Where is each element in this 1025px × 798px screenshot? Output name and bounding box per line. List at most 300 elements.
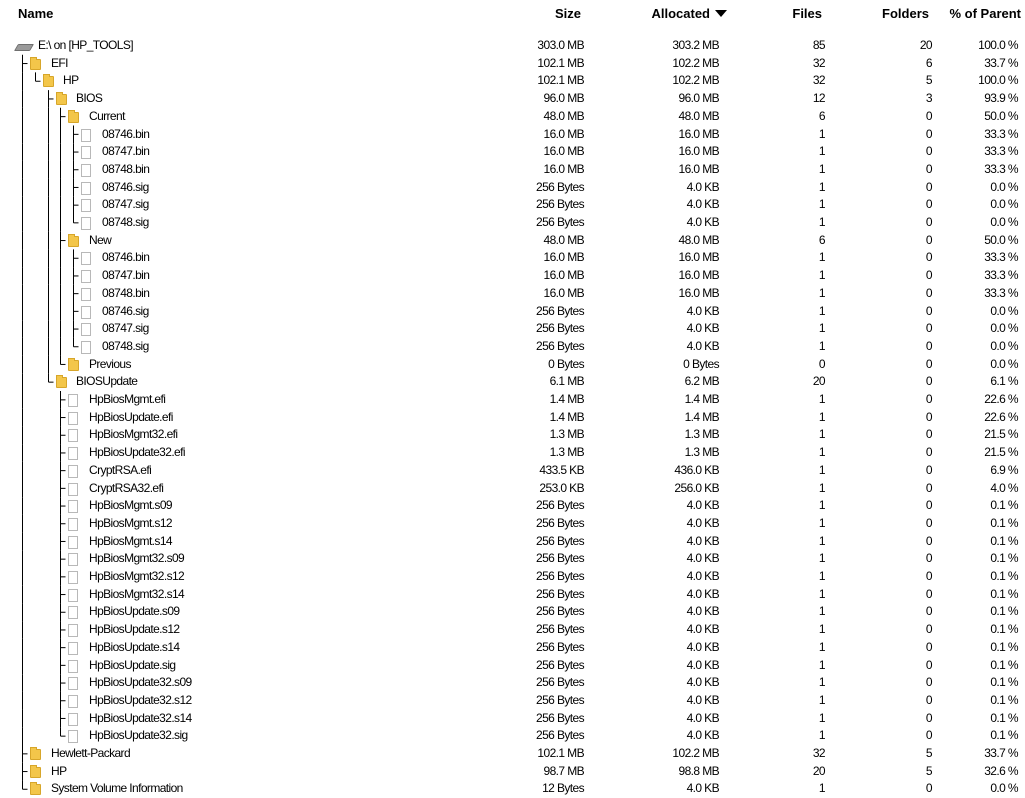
column-header-files[interactable] xyxy=(792,6,822,21)
file-row[interactable] xyxy=(0,179,1025,197)
row-allocated: 303.2 MB xyxy=(672,38,719,52)
file-icon xyxy=(81,252,91,265)
folder-row[interactable] xyxy=(0,72,1025,90)
row-folders: 0 xyxy=(925,604,932,619)
row-folders: 0 xyxy=(925,197,932,212)
file-row[interactable] xyxy=(0,727,1025,745)
file-icon xyxy=(81,199,91,212)
row-folders: 0 xyxy=(925,232,932,247)
row-files: 1 xyxy=(818,692,825,707)
drive-icon xyxy=(14,44,34,51)
row-files: 20 xyxy=(812,763,825,778)
folder-row[interactable] xyxy=(0,356,1025,374)
row-size: 256 Bytes xyxy=(536,569,584,583)
folder-icon xyxy=(68,112,79,123)
row-allocated: 4.0 KB xyxy=(686,622,719,637)
file-row[interactable] xyxy=(0,586,1025,604)
row-allocated: 1.4 MB xyxy=(684,392,719,406)
file-row[interactable] xyxy=(0,657,1025,675)
column-header-size[interactable] xyxy=(555,6,581,21)
row-folders: 0 xyxy=(925,427,932,442)
row-name: Hewlett-Packard xyxy=(51,746,131,760)
row-name: HpBiosUpdate32.s09 xyxy=(89,675,192,690)
column-header-size-label: Size xyxy=(554,6,581,21)
file-icon xyxy=(68,589,78,602)
row-folders: 0 xyxy=(925,126,932,141)
row-name: HpBiosUpdate32.sig xyxy=(89,728,188,743)
row-name: 08748.bin xyxy=(102,161,150,176)
row-allocated: 16.0 MB xyxy=(678,250,719,265)
row-files: 1 xyxy=(818,728,825,743)
row-files: 1 xyxy=(818,250,825,265)
row-files: 32 xyxy=(812,73,825,88)
row-percent: 33.3 % xyxy=(984,285,1018,300)
row-folders: 0 xyxy=(925,462,932,477)
folder-row[interactable] xyxy=(0,232,1025,250)
file-icon xyxy=(81,270,91,283)
row-folders: 0 xyxy=(925,144,932,159)
row-files: 32 xyxy=(812,55,825,70)
row-folders: 0 xyxy=(925,179,932,194)
row-percent: 0.1 % xyxy=(990,551,1018,566)
folder-icon xyxy=(56,94,67,105)
row-size: 256 Bytes xyxy=(536,338,584,353)
file-icon xyxy=(68,571,78,584)
row-allocated: 48.0 MB xyxy=(678,108,719,123)
row-files: 1 xyxy=(818,462,825,477)
row-folders: 0 xyxy=(925,215,932,229)
row-size: 102.1 MB xyxy=(537,73,584,88)
folder-icon xyxy=(30,784,41,795)
row-folders: 0 xyxy=(925,338,932,353)
folder-row[interactable] xyxy=(0,763,1025,781)
row-name: HpBiosUpdate.s14 xyxy=(89,639,180,654)
file-icon xyxy=(81,182,91,195)
row-allocated: 4.0 KB xyxy=(686,551,719,566)
row-files: 0 xyxy=(818,356,825,371)
row-name: HpBiosMgmt.s14 xyxy=(89,533,172,548)
drive-row[interactable] xyxy=(0,37,1025,55)
file-row[interactable] xyxy=(0,444,1025,462)
row-files: 20 xyxy=(812,374,825,389)
row-name: HpBiosUpdate32.s12 xyxy=(89,692,192,707)
file-row[interactable] xyxy=(0,214,1025,232)
file-icon xyxy=(68,677,78,690)
row-files: 1 xyxy=(818,533,825,548)
row-name: HpBiosUpdate.s09 xyxy=(89,604,180,619)
row-size: 98.7 MB xyxy=(543,763,584,778)
row-allocated: 4.0 KB xyxy=(686,692,719,707)
row-files: 1 xyxy=(818,303,825,318)
row-allocated: 16.0 MB xyxy=(678,144,719,159)
file-icon xyxy=(68,695,78,708)
row-files: 32 xyxy=(812,746,825,760)
column-header-allocated-label: Allocated xyxy=(651,6,710,21)
row-percent: 0.1 % xyxy=(990,639,1018,654)
row-percent: 6.1 % xyxy=(990,374,1018,389)
row-size: 256 Bytes xyxy=(536,728,584,743)
row-percent: 0.1 % xyxy=(990,569,1018,583)
row-folders: 0 xyxy=(925,551,932,566)
row-files: 1 xyxy=(818,551,825,566)
row-percent: 33.3 % xyxy=(984,144,1018,159)
folder-icon xyxy=(43,76,54,87)
row-folders: 0 xyxy=(925,498,932,513)
row-files: 1 xyxy=(818,338,825,353)
file-row[interactable] xyxy=(0,639,1025,657)
file-row[interactable] xyxy=(0,710,1025,728)
file-icon xyxy=(68,536,78,549)
row-files: 1 xyxy=(818,710,825,725)
file-row[interactable] xyxy=(0,515,1025,533)
row-allocated: 48.0 MB xyxy=(678,232,719,247)
file-icon xyxy=(68,447,78,460)
row-allocated: 102.2 MB xyxy=(672,73,719,88)
row-folders: 0 xyxy=(925,569,932,583)
folder-row[interactable] xyxy=(0,108,1025,126)
column-header-folders[interactable] xyxy=(882,6,929,21)
file-icon xyxy=(68,642,78,655)
row-files: 1 xyxy=(818,675,825,690)
row-folders: 0 xyxy=(925,303,932,318)
row-allocated: 4.0 KB xyxy=(686,710,719,725)
row-folders: 5 xyxy=(925,763,932,778)
row-percent: 0.1 % xyxy=(990,692,1018,707)
row-folders: 0 xyxy=(925,586,932,601)
row-size: 256 Bytes xyxy=(536,551,584,566)
row-folders: 0 xyxy=(925,515,932,530)
row-percent: 33.7 % xyxy=(984,746,1018,760)
folder-row[interactable] xyxy=(0,745,1025,763)
file-row[interactable] xyxy=(0,161,1025,179)
row-percent: 0.0 % xyxy=(990,197,1018,212)
row-allocated: 4.0 KB xyxy=(686,781,719,796)
row-allocated: 4.0 KB xyxy=(686,515,719,530)
file-icon xyxy=(81,129,91,142)
file-icon xyxy=(68,730,78,743)
row-files: 1 xyxy=(818,126,825,141)
row-folders: 20 xyxy=(919,38,932,52)
row-allocated: 4.0 KB xyxy=(686,569,719,583)
row-size: 102.1 MB xyxy=(537,55,584,70)
row-size: 1.3 MB xyxy=(549,427,584,442)
column-header-bar xyxy=(0,0,1025,28)
file-row[interactable] xyxy=(0,426,1025,444)
file-row[interactable] xyxy=(0,550,1025,568)
row-size: 256 Bytes xyxy=(536,533,584,548)
row-name: CryptRSA.efi xyxy=(89,462,152,477)
file-icon xyxy=(68,412,78,425)
file-icon xyxy=(81,341,91,354)
file-row[interactable] xyxy=(0,267,1025,285)
row-size: 256 Bytes xyxy=(536,498,584,513)
folder-icon xyxy=(30,767,41,778)
row-name: CryptRSA32.efi xyxy=(89,480,164,495)
file-row[interactable] xyxy=(0,674,1025,692)
row-percent: 50.0 % xyxy=(984,108,1018,123)
row-percent: 33.3 % xyxy=(984,161,1018,176)
row-folders: 0 xyxy=(925,356,932,371)
row-percent: 22.6 % xyxy=(984,392,1018,406)
row-size: 12 Bytes xyxy=(542,781,584,796)
file-row[interactable] xyxy=(0,249,1025,267)
file-row[interactable] xyxy=(0,568,1025,586)
row-size: 256 Bytes xyxy=(536,657,584,672)
row-files: 1 xyxy=(818,639,825,654)
row-files: 1 xyxy=(818,268,825,283)
row-name: 08746.sig xyxy=(102,303,149,318)
folder-row[interactable] xyxy=(0,780,1025,798)
file-row[interactable] xyxy=(0,285,1025,303)
row-allocated: 4.0 KB xyxy=(686,639,719,654)
column-header-percent-label: % of Parent xyxy=(949,6,1021,21)
column-header-files-label: Files xyxy=(792,6,822,21)
row-name: HpBiosUpdate.efi xyxy=(89,409,173,424)
folder-icon xyxy=(56,377,67,388)
row-allocated: 4.0 KB xyxy=(686,728,719,743)
row-allocated: 1.4 MB xyxy=(684,409,719,424)
row-name: HpBiosMgmt32.s12 xyxy=(89,569,185,583)
row-name: 08747.sig xyxy=(102,321,149,336)
row-size: 433.5 KB xyxy=(539,462,584,477)
file-icon xyxy=(68,465,78,478)
row-folders: 0 xyxy=(925,321,932,336)
row-name: 08747.bin xyxy=(102,268,150,283)
row-allocated: 436.0 KB xyxy=(674,462,719,477)
column-header-folders-label: Folders xyxy=(882,6,929,21)
row-allocated: 4.0 KB xyxy=(686,215,719,229)
row-size: 16.0 MB xyxy=(543,268,584,283)
row-files: 1 xyxy=(818,445,825,460)
row-allocated: 4.0 KB xyxy=(686,338,719,353)
row-files: 1 xyxy=(818,604,825,619)
file-row[interactable] xyxy=(0,533,1025,551)
row-allocated: 4.0 KB xyxy=(686,533,719,548)
row-allocated: 6.2 MB xyxy=(684,374,719,389)
row-folders: 0 xyxy=(925,285,932,300)
row-name: New xyxy=(89,232,112,247)
row-name: HpBiosMgmt32.s14 xyxy=(89,586,185,601)
row-name: HpBiosMgmt32.efi xyxy=(89,427,178,442)
row-percent: 93.9 % xyxy=(984,91,1018,106)
file-icon xyxy=(68,624,78,637)
row-files: 6 xyxy=(818,108,825,123)
row-files: 85 xyxy=(812,38,825,52)
row-name: E:\ on [HP_TOOLS] xyxy=(38,38,133,52)
row-folders: 0 xyxy=(925,108,932,123)
file-row[interactable] xyxy=(0,303,1025,321)
row-name: 08748.sig xyxy=(102,338,149,353)
row-allocated: 96.0 MB xyxy=(678,91,719,106)
row-size: 48.0 MB xyxy=(543,232,584,247)
column-header-allocated[interactable] xyxy=(651,6,727,21)
row-size: 1.4 MB xyxy=(549,392,584,406)
row-allocated: 1.3 MB xyxy=(684,445,719,460)
file-row[interactable] xyxy=(0,621,1025,639)
row-size: 256 Bytes xyxy=(536,179,584,194)
row-percent: 33.3 % xyxy=(984,268,1018,283)
row-folders: 5 xyxy=(925,746,932,760)
folder-row[interactable] xyxy=(0,90,1025,108)
file-row[interactable] xyxy=(0,409,1025,427)
row-size: 48.0 MB xyxy=(543,108,584,123)
row-percent: 0.1 % xyxy=(990,586,1018,601)
row-allocated: 4.0 KB xyxy=(686,321,719,336)
row-files: 1 xyxy=(818,179,825,194)
folder-icon xyxy=(68,360,79,371)
row-size: 256 Bytes xyxy=(536,639,584,654)
row-allocated: 4.0 KB xyxy=(686,675,719,690)
row-name: HpBiosUpdate32.s14 xyxy=(89,710,192,725)
folder-icon xyxy=(30,59,41,70)
row-files: 1 xyxy=(818,515,825,530)
row-size: 16.0 MB xyxy=(543,250,584,265)
row-percent: 0.1 % xyxy=(990,728,1018,743)
row-folders: 0 xyxy=(925,392,932,406)
row-name: 08748.bin xyxy=(102,285,150,300)
row-size: 256 Bytes xyxy=(536,515,584,530)
file-row[interactable] xyxy=(0,603,1025,621)
row-name: 08746.sig xyxy=(102,179,149,194)
row-name: System Volume Information xyxy=(51,781,183,796)
file-row[interactable] xyxy=(0,126,1025,144)
file-icon xyxy=(68,500,78,513)
row-folders: 0 xyxy=(925,657,932,672)
folder-icon xyxy=(68,236,79,247)
row-folders: 0 xyxy=(925,622,932,637)
row-name: HpBiosUpdate32.efi xyxy=(89,445,185,460)
row-files: 1 xyxy=(818,161,825,176)
row-name: HpBiosUpdate.s12 xyxy=(89,622,180,637)
file-row[interactable] xyxy=(0,143,1025,161)
row-size: 96.0 MB xyxy=(543,91,584,106)
folder-row[interactable] xyxy=(0,373,1025,391)
row-name: BIOSUpdate xyxy=(76,374,138,389)
row-files: 1 xyxy=(818,781,825,796)
row-size: 16.0 MB xyxy=(543,161,584,176)
file-row[interactable] xyxy=(0,497,1025,515)
row-percent: 21.5 % xyxy=(984,427,1018,442)
file-row[interactable] xyxy=(0,196,1025,214)
row-name: 08746.bin xyxy=(102,126,150,141)
file-row[interactable] xyxy=(0,692,1025,710)
row-folders: 0 xyxy=(925,445,932,460)
row-percent: 32.6 % xyxy=(984,763,1018,778)
row-allocated: 4.0 KB xyxy=(686,586,719,601)
row-percent: 0.0 % xyxy=(990,215,1018,229)
file-row[interactable] xyxy=(0,391,1025,409)
file-icon xyxy=(68,483,78,496)
row-folders: 0 xyxy=(925,781,932,796)
row-folders: 0 xyxy=(925,728,932,743)
row-size: 0 Bytes xyxy=(548,356,584,371)
row-files: 1 xyxy=(818,215,825,229)
row-name: HpBiosMgmt.s09 xyxy=(89,498,172,513)
file-row[interactable] xyxy=(0,462,1025,480)
row-folders: 6 xyxy=(925,55,932,70)
file-icon xyxy=(81,306,91,319)
row-name: 08746.bin xyxy=(102,250,150,265)
row-name: EFI xyxy=(51,55,68,70)
row-name: HpBiosUpdate.sig xyxy=(89,657,176,672)
row-percent: 0.0 % xyxy=(990,321,1018,336)
row-name: BIOS xyxy=(76,91,103,106)
file-icon xyxy=(81,288,91,301)
row-percent: 0.1 % xyxy=(990,675,1018,690)
row-percent: 21.5 % xyxy=(984,445,1018,460)
file-row[interactable] xyxy=(0,480,1025,498)
row-name: HP xyxy=(51,763,67,778)
row-percent: 33.3 % xyxy=(984,126,1018,141)
file-row[interactable] xyxy=(0,320,1025,338)
row-folders: 0 xyxy=(925,710,932,725)
row-files: 1 xyxy=(818,285,825,300)
row-percent: 0.0 % xyxy=(990,338,1018,353)
row-folders: 0 xyxy=(925,480,932,495)
row-percent: 0.1 % xyxy=(990,604,1018,619)
row-allocated: 4.0 KB xyxy=(686,657,719,672)
row-size: 16.0 MB xyxy=(543,285,584,300)
file-icon xyxy=(81,164,91,177)
column-header-percent[interactable] xyxy=(949,6,1021,21)
file-icon xyxy=(68,518,78,531)
row-allocated: 16.0 MB xyxy=(678,126,719,141)
row-percent: 6.9 % xyxy=(990,462,1018,477)
file-icon xyxy=(81,323,91,336)
row-files: 12 xyxy=(812,91,825,106)
row-percent: 0.0 % xyxy=(990,179,1018,194)
row-percent: 0.1 % xyxy=(990,657,1018,672)
row-folders: 0 xyxy=(925,268,932,283)
row-allocated: 98.8 MB xyxy=(678,763,719,778)
row-size: 256 Bytes xyxy=(536,215,584,229)
column-header-name[interactable] xyxy=(18,6,53,21)
row-files: 1 xyxy=(818,144,825,159)
file-icon xyxy=(68,429,78,442)
row-percent: 4.0 % xyxy=(990,480,1018,495)
file-icon xyxy=(68,606,78,619)
row-allocated: 4.0 KB xyxy=(686,197,719,212)
row-percent: 0.1 % xyxy=(990,498,1018,513)
row-folders: 0 xyxy=(925,374,932,389)
row-percent: 100.0 % xyxy=(978,73,1018,88)
row-percent: 0.0 % xyxy=(990,303,1018,318)
row-name: 08747.sig xyxy=(102,197,149,212)
row-folders: 0 xyxy=(925,692,932,707)
file-row[interactable] xyxy=(0,338,1025,356)
row-size: 16.0 MB xyxy=(543,144,584,159)
file-icon xyxy=(81,217,91,230)
row-folders: 3 xyxy=(925,91,932,106)
row-allocated: 4.0 KB xyxy=(686,604,719,619)
row-name: 08748.sig xyxy=(102,215,149,229)
row-allocated: 1.3 MB xyxy=(684,427,719,442)
folder-row[interactable] xyxy=(0,55,1025,73)
row-size: 303.0 MB xyxy=(537,38,584,52)
row-name: HpBiosMgmt.efi xyxy=(89,392,166,406)
row-percent: 0.1 % xyxy=(990,710,1018,725)
row-files: 1 xyxy=(818,657,825,672)
row-files: 1 xyxy=(818,480,825,495)
row-size: 256 Bytes xyxy=(536,604,584,619)
row-percent: 33.7 % xyxy=(984,55,1018,70)
row-folders: 0 xyxy=(925,161,932,176)
row-files: 1 xyxy=(818,569,825,583)
row-allocated: 16.0 MB xyxy=(678,268,719,283)
row-files: 1 xyxy=(818,321,825,336)
row-name: Current xyxy=(89,108,125,123)
row-allocated: 4.0 KB xyxy=(686,179,719,194)
